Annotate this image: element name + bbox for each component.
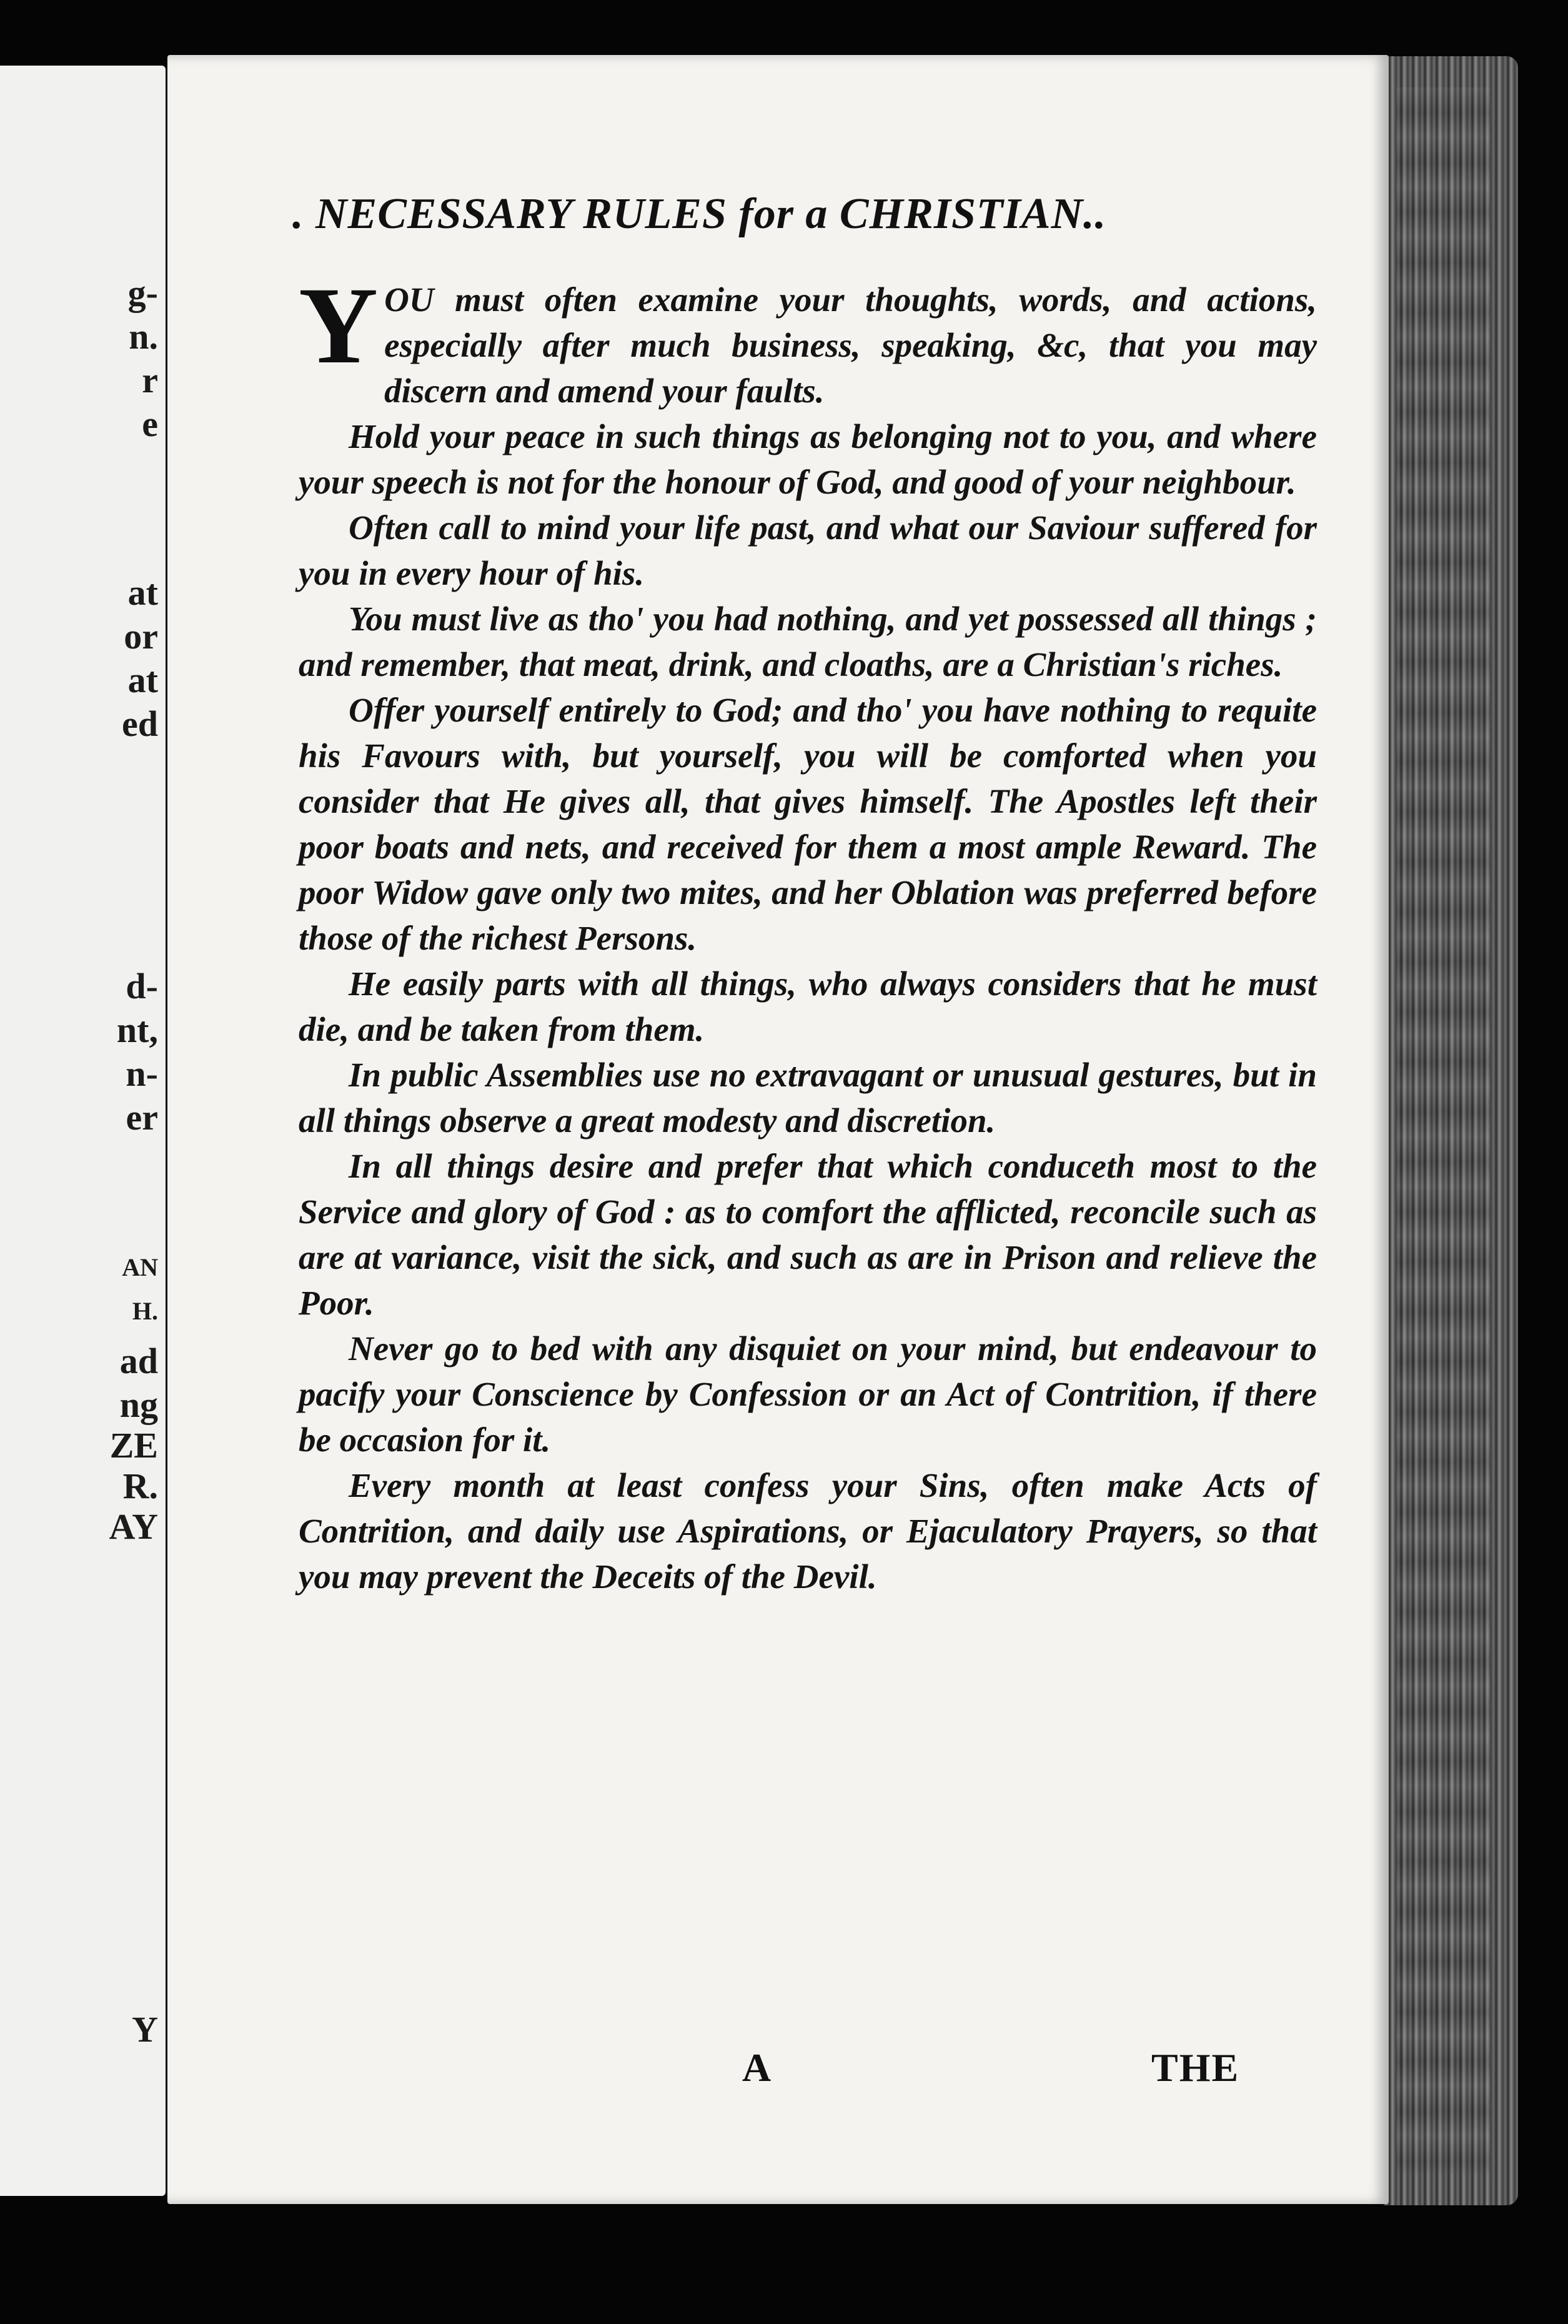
paragraph: Hold your peace in such things as belonging not to you, and where your speech is not for the honour of God, and good of your neighbour.	[299, 417, 1317, 501]
left-fragment: R.	[122, 1466, 158, 1506]
left-fragment: r	[142, 360, 158, 400]
paragraph: Every month at least confess your Sins, often make Acts of Contrition, and daily use Aspirations, or Ejaculatory Prayers, so that you may prevent the Deceits of the Devil.	[299, 1466, 1317, 1596]
left-fragment: e	[142, 404, 158, 444]
left-fragment: ng	[119, 1384, 158, 1425]
body-text	[299, 265, 1317, 1599]
left-fragment: er	[126, 1097, 158, 1138]
left-fragment: ad	[119, 1341, 158, 1381]
page-heading: . NECESSARY RULES for a CHRISTIAN..	[292, 190, 1107, 238]
left-fragment: g-	[127, 272, 158, 313]
paragraph: Offer yourself entirely to God; and tho' you have nothing to requite his Favours with, but yourself, you will be comforted when you consider that He gives all, that gives himself. The Apostles left their poor boats and nets, and received for them a most ample Reward. The poor Widow gave only two mites, and her Oblation was preferred before those of the richest Persons.	[299, 691, 1317, 957]
left-fragment: H.	[132, 1297, 158, 1325]
left-fragment: nt,	[116, 1010, 158, 1050]
page-edges-texture	[1396, 87, 1490, 2174]
left-fragment: d-	[126, 966, 158, 1006]
left-fragment: AY	[109, 1506, 158, 1547]
left-fragment: at	[127, 572, 158, 613]
signature-mark: A	[742, 2045, 772, 2090]
left-fragment: n-	[126, 1053, 158, 1094]
paragraph: In public Assemblies use no extravagant or unusual gestures, but in all things observe a great modesty and discretion.	[299, 1056, 1317, 1140]
paragraph	[299, 265, 1317, 414]
drop-cap: Y	[299, 265, 379, 387]
book-page	[167, 55, 1389, 2204]
facing-page-left	[0, 66, 166, 2196]
paragraph-text: OU must often examine your thoughts, words, and actions, especially after much business, speaking, &c, that you may discern and amend your faults.	[384, 281, 1317, 410]
paragraph: In all things desire and prefer that which conduceth most to the Service and glory of God : as to comfort the afflicted, reconcile such as are at variance, visit the sick, and such as are in Prison and relieve the Poor.	[299, 1147, 1317, 1322]
left-fragment: at	[127, 660, 158, 700]
paragraph: You must live as tho' you had nothing, and yet possessed all things ; and remember, that meat, drink, and cloaths, are a Christian's riches.	[299, 600, 1317, 683]
left-fragment: n.	[129, 316, 158, 357]
left-fragment: Y	[132, 2009, 158, 2050]
paragraph: He easily parts with all things, who always considers that he must die, and be taken from them.	[299, 965, 1317, 1048]
catchword: THE	[1151, 2045, 1240, 2090]
left-fragment: or	[124, 616, 158, 657]
left-fragment: AN	[122, 1253, 158, 1281]
paragraph: Often call to mind your life past, and what our Saviour suffered for you in every hour of his.	[299, 509, 1317, 592]
left-fragment: ed	[122, 703, 158, 744]
left-fragment: ZE	[109, 1425, 158, 1466]
paragraph: Never go to bed with any disquiet on your mind, but endeavour to pacify your Conscience by Confession or an Act of Contrition, if there be occasion for it.	[299, 1329, 1317, 1459]
